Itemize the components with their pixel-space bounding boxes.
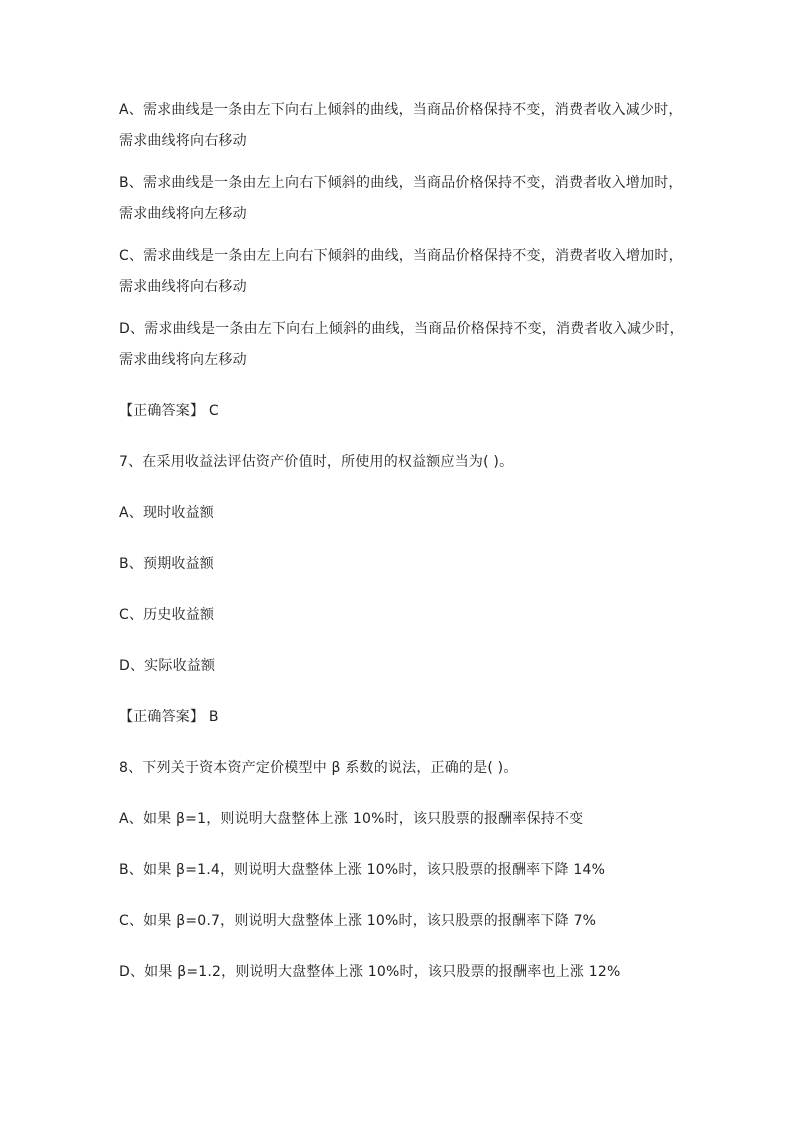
q8-option-b: B、如果 β=1.4，则说明大盘整体上涨 10%时，该只股票的报酬率下降 14% <box>119 862 606 878</box>
option-text-line: 需求曲线将向左移动 <box>119 206 247 222</box>
option-text-line: 需求曲线将向右移动 <box>119 133 247 149</box>
q7-question: 7、在采用收益法评估资产价值时，所使用的权益额应当为( )。 <box>119 454 514 470</box>
q6-option-c <box>119 246 683 297</box>
q6-correct-answer: 【正确答案】 C <box>119 403 219 419</box>
q7-option-a: A、现时收益额 <box>119 505 214 521</box>
q6-option-b <box>119 173 683 224</box>
option-text-line: C、需求曲线是一条由左上向右下倾斜的曲线，当商品价格保持不变，消费者收入增加时， <box>119 248 683 264</box>
document-page <box>119 100 684 1013</box>
q6-option-d <box>119 319 684 370</box>
option-text-line: D、需求曲线是一条由左下向右上倾斜的曲线，当商品价格保持不变，消费者收入减少时， <box>119 321 684 337</box>
q8-question: 8、下列关于资本资产定价模型中 β 系数的说法，正确的是( )。 <box>119 760 518 776</box>
q8-option-a: A、如果 β=1，则说明大盘整体上涨 10%时，该只股票的报酬率保持不变 <box>119 811 584 827</box>
q7-option-c: C、历史收益额 <box>119 607 215 623</box>
q7-option-b: B、预期收益额 <box>119 556 215 572</box>
q7-correct-answer: 【正确答案】 B <box>119 709 219 725</box>
q8-option-c: C、如果 β=0.7，则说明大盘整体上涨 10%时，该只股票的报酬率下降 7% <box>119 913 597 929</box>
q7-option-d: D、实际收益额 <box>119 658 216 674</box>
option-text-line: 需求曲线将向右移动 <box>119 279 247 295</box>
option-text-line: B、需求曲线是一条由左上向右下倾斜的曲线，当商品价格保持不变，消费者收入增加时， <box>119 175 683 191</box>
option-text-line: 需求曲线将向左移动 <box>119 352 247 368</box>
q8-option-d: D、如果 β=1.2，则说明大盘整体上涨 10%时，该只股票的报酬率也上涨 12% <box>119 964 621 980</box>
option-text-line: A、需求曲线是一条由左下向右上倾斜的曲线，当商品价格保持不变，消费者收入减少时， <box>119 102 683 118</box>
q6-option-a <box>119 100 683 151</box>
